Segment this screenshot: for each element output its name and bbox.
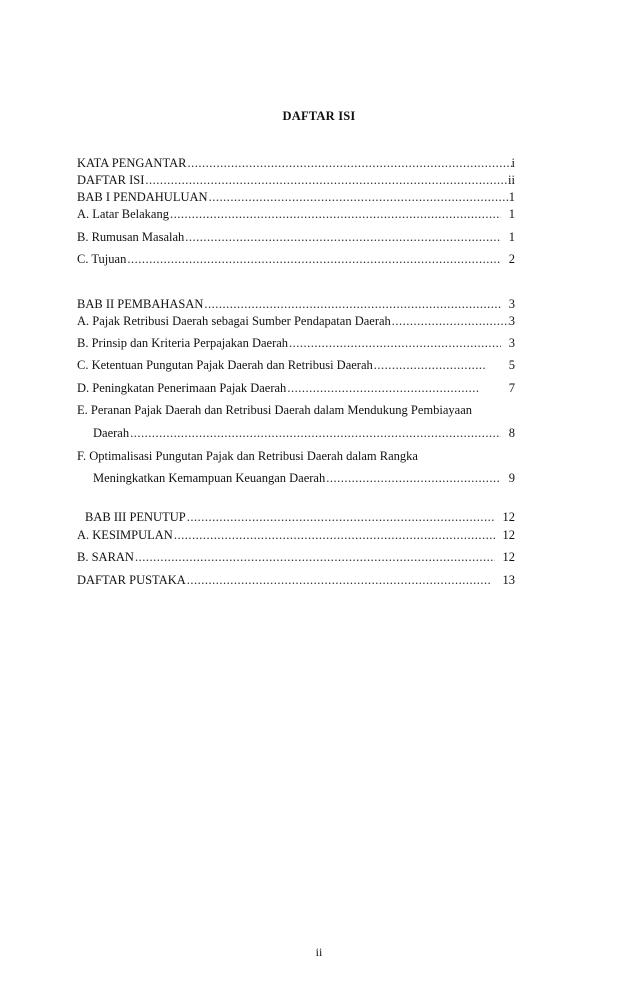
toc-entry-label: B. Prinsip dan Kriteria Perpajakan Daerah: [77, 336, 289, 350]
toc-entry-page: 1: [508, 230, 515, 244]
toc-entry-label: D. Peningkatan Penerimaan Pajak Daerah: [77, 381, 287, 395]
toc-entry: [77, 314, 515, 332]
toc-entry-page: 12: [502, 528, 515, 542]
toc-entry-label: B. Rumusan Masalah: [77, 230, 185, 244]
toc-entry: [77, 336, 515, 354]
toc-entry: [77, 381, 515, 399]
toc-entry-page: 8: [508, 426, 515, 440]
toc-entry-label: KATA PENGANTAR: [77, 156, 187, 170]
page-title: DAFTAR ISI: [282, 109, 356, 123]
toc-entry-label: BAB I PENDAHULUAN: [77, 190, 208, 204]
toc-entry-label: DAFTAR ISI: [77, 173, 145, 187]
toc-entry-label: A. KESIMPULAN: [77, 528, 173, 542]
leader-dots: [174, 528, 495, 543]
leader-dots: [287, 381, 478, 396]
toc-entry: [77, 550, 515, 568]
toc-entry-line: F. Optimalisasi Pungutan Pajak dan Retribusi Daerah dalam Rangka: [77, 449, 418, 463]
toc-entry-line: E. Peranan Pajak Daerah dan Retribusi Daerah dalam Mendukung Pembiayaan: [77, 403, 473, 417]
toc-entry-label: Meningkatkan Kemampuan Keuangan Daerah: [93, 471, 326, 485]
toc-entry: [77, 528, 515, 546]
toc-entry: [77, 156, 515, 174]
leader-dots: [289, 336, 501, 351]
toc-entry: [85, 510, 515, 528]
toc-entry-label: BAB II PEMBAHASAN: [77, 297, 204, 311]
toc-entry-page: 13: [502, 573, 515, 587]
leader-dots: [326, 471, 501, 486]
toc-entry: [77, 252, 515, 270]
leader-dots: [187, 573, 491, 588]
toc-entry: [77, 358, 515, 376]
toc-entry: [77, 190, 515, 208]
page-number-footer: ii: [315, 945, 323, 959]
toc-entry-label: DAFTAR PUSTAKA: [77, 573, 186, 587]
toc-entry: [93, 426, 515, 444]
leader-dots: [209, 190, 509, 205]
leader-dots: [187, 156, 511, 171]
toc-entry-page: i: [511, 156, 515, 170]
toc-entry: [93, 471, 515, 489]
toc-entry-page: 12: [502, 510, 515, 524]
toc-entry: [77, 230, 515, 248]
leader-dots: [130, 426, 501, 441]
toc-entry: [77, 573, 515, 591]
toc-entry-label: A. Pajak Retribusi Daerah sebagai Sumber Pendapatan Daerah: [77, 314, 391, 328]
toc-entry-page: 3: [508, 314, 515, 328]
leader-dots: [374, 358, 487, 373]
toc-entry-page: 12: [502, 550, 515, 564]
leader-dots: [127, 252, 500, 267]
toc-entry-label: BAB III PENUTUP: [85, 510, 186, 524]
toc-entry-page: ii: [508, 173, 515, 187]
toc-entry-page: 3: [508, 297, 515, 311]
toc-entry-page: 9: [508, 471, 515, 485]
toc-entry-label: B. SARAN: [77, 550, 134, 564]
toc-entry-page: 5: [508, 358, 515, 372]
leader-dots: [204, 297, 500, 312]
toc-entry-label: A. Latar Belakang: [77, 207, 169, 221]
toc-entry-label: C. Ketentuan Pungutan Pajak Daerah dan Retribusi Daerah: [77, 358, 373, 372]
toc-entry-page: 1: [508, 207, 515, 221]
leader-dots: [145, 173, 508, 188]
toc-entry-label: C. Tujuan: [77, 252, 127, 266]
toc-entry-page: 2: [508, 252, 515, 266]
leader-dots: [187, 510, 495, 525]
toc-entry: [77, 297, 515, 315]
toc-entry: [77, 207, 515, 225]
leader-dots: [185, 230, 500, 245]
toc-entry-page: 1: [508, 190, 515, 204]
toc-entry: [77, 173, 515, 191]
leader-dots: [135, 550, 495, 565]
toc-entry-page: 7: [508, 381, 515, 395]
leader-dots: [392, 314, 509, 329]
leader-dots: [170, 207, 501, 222]
toc-entry-page: 3: [508, 336, 515, 350]
toc-entry-label: Daerah: [93, 426, 130, 440]
